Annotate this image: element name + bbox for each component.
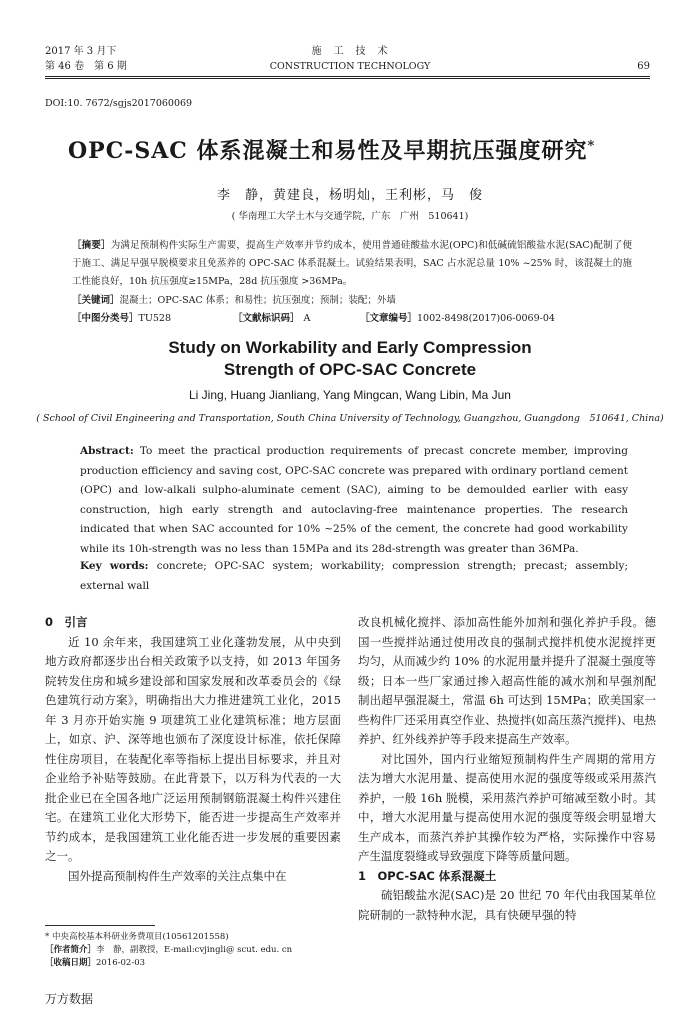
article-number	[360, 310, 555, 328]
abstract-cn-label: ［摘要］	[72, 240, 111, 251]
received-date: 2016-02-03	[96, 958, 146, 968]
header-journal-en: CONSTRUCTION TECHNOLOGY	[269, 61, 431, 72]
doc-value: A	[303, 313, 311, 324]
title-en-line2: Strength of OPC-SAC Concrete	[223, 360, 477, 379]
footnote-fund: * 中央高校基本科研业务费项目(10561201558)	[45, 932, 229, 942]
footnote-bio	[45, 944, 292, 957]
keywords-en-text: concrete; OPC-SAC system; workability; compression strength; precast; assembly; external wall	[80, 560, 628, 592]
footnote-received	[45, 957, 145, 970]
abstract-en: Abstract: To meet the practical production requirements of precast concrete member, improving production efficiency and saving cost, OPC-SAC concrete was prepared with ordinary portland cement (OPC) and low-alkali sulpho-aluminate cement (SAC), aiming to be demoulded earlier with easy construction, high early strength and autoclaving-free maintenance properties. The research indicated that when SAC accounted for 10% ~25% of the cement, the concrete had good workability while its 10h-strength was no less than 15MPa and its 28d-strength was greater than 36MPa.	[80, 445, 628, 555]
keywords-cn-text: 混凝土；OPC-SAC 体系；和易性；抗压强度；预制；装配；外墙	[119, 295, 396, 306]
clc-label: ［中图分类号］	[72, 313, 139, 324]
header-rule	[45, 76, 650, 77]
right-para-1: 改良机械化搅拌、添加高性能外加剂和强化养护手段。德国一些搅拌站通过使用改良的强制式搅拌机使水泥搅拌更均匀，从而减少约 10% 的水泥用量并提升了混凝土强度等级；日本一些厂家通过掺入超高性能的减水剂和早强剂配制出超早强混凝土，常温 6h 可达到 15MPa；欧美国家一些构件厂还采用真空作业、热搅拌(如高压蒸汽搅拌)、电热养护、红外线养护等手段来提高生产效率。	[358, 615, 656, 746]
title-cn: OPC-SAC 体系混凝土和易性及早期抗压强度研究	[68, 138, 588, 164]
authors-cn: 李 静，黄建良，杨明灿，王利彬，马 俊	[216, 188, 483, 203]
keywords-cn-label: ［关键词］	[72, 295, 120, 306]
header-page-number: 69	[637, 61, 650, 72]
keywords-cn	[72, 292, 632, 310]
title-footnote-mark: *	[587, 138, 596, 154]
affiliation-en: ( School of Civil Engineering and Transportation, South China University of Technology, Guangzhou, Guangdong 510641, China)	[36, 413, 664, 424]
section-0-title: 0 引言	[45, 615, 88, 629]
abstract-cn	[72, 237, 632, 291]
right-para-3: 硫铝酸盐水泥(SAC)是 20 世纪 70 年代由我国某单位院研制的一款特种水泥，具有快硬早强的特	[358, 888, 656, 922]
doi: DOI:10. 7672/sgjs2017060069	[45, 98, 193, 109]
article-value: 1002-8498(2017)06-0069-04	[417, 313, 555, 324]
authors-en: Li Jing, Huang Jianliang, Yang Mingcan, Wang Libin, Ma Jun	[189, 388, 511, 402]
title-en-line1: Study on Workability and Early Compression	[168, 338, 532, 357]
clc-value: TU528	[138, 313, 171, 324]
keywords-en: Key words: concrete; OPC-SAC system; workability; compression strength; precast; assembly; external wall	[80, 560, 628, 592]
article-label: ［文章编号］	[360, 313, 418, 324]
section-1-title: 1 OPC-SAC 体系混凝土	[358, 868, 497, 883]
affiliation-cn: ( 华南理工大学土木与交通学院，广东 广州 510641)	[231, 211, 469, 222]
header-date: 2017 年 3 月下	[45, 46, 117, 57]
doc-code	[233, 310, 310, 328]
doc-label: ［文献标识码］	[233, 313, 300, 324]
header-rule-thin	[45, 78, 650, 79]
watermark: 万方数据	[45, 992, 94, 1006]
title-cn-row	[68, 134, 595, 165]
abstract-en-label: Abstract	[80, 445, 130, 457]
bio-text: 李 静，副教授，E-mail:cvjingli@ scut. edu. cn	[96, 945, 293, 955]
header-volume-issue: 第 46 卷 第 6 期	[45, 61, 127, 72]
footnote-rule	[45, 925, 155, 926]
left-para-1: 近 10 余年来，我国建筑工业化蓬勃发展，从中央到地方政府都逐步出台相关政策予以支持，如 2013 年国务院转发住房和城乡建设部和国家发展和改革委员会的《绿色建筑行动方案》，明确指出大力推进建筑工业化，2015 年 3 月亦开始实施 9 项建筑工业化建筑标准；地方层面上，如京、沪、深等地也颁布了深度设计标准，依托保障性住房项目，在装配化率等指标上提出目标要求，并且对企业给予补贴等鼓励。在此背景下，以万科为代表的一大批企业已在全国各地广泛运用预制钢筋混凝土构件兴建住宅。在建筑工业化大形势下，能否进一步提高生产效率并节约成本，是我国建筑工业化能否进一步发展的重要因素之一。	[45, 634, 341, 863]
abstract-cn-text: 为满足预制构件实际生产需要，提高生产效率并节约成本，使用普通硅酸盐水泥(OPC)和低碱硫铝酸盐水泥(SAC)配制了便于施工、满足早强早脱模要求且免蒸养的 OPC-SAC 体系混凝土。试验结果表明，SAC 占水泥总量 10% ~25% 时，该混凝土的施工性能良好，10h 抗压强度≥15MPa，28d 抗压强度 >36MPa。	[72, 240, 632, 287]
right-para-2: 对比国外，国内行业缩短预制构件生产周期的常用方法为增大水泥用量、提高使用水泥的强度等级或采用蒸汽养护，一般 16h 脱模，采用蒸汽养护可缩减至数小时。其中，增大水泥用量与提高使用水泥的强度等级会明显增大生产成本，而蒸汽养护其操作较为严格，实际操作中容易产生温度裂缝或导致强度下降等质量问题。	[358, 751, 656, 863]
left-column	[45, 613, 341, 886]
bio-label: ［作者简介］	[45, 945, 97, 955]
keywords-en-label: Key words	[80, 560, 145, 572]
right-column	[358, 613, 656, 925]
header-journal-cn: 施 工 技 术	[311, 46, 389, 57]
abstract-en-text: To meet the practical production requirements of precast concrete member, improving production efficiency and saving cost, OPC-SAC concrete was prepared with ordinary portland cement (OPC) and low-alkali sulpho-aluminate cement (SAC), aiming to be demoulded earlier with easy construction, high early strength and autoclaving-free maintenance properties. The research indicated that when SAC accounted for 10% ~25% of the cement, the concrete had good workability while its 10h-strength was no less than 15MPa and its 28d-strength was greater than 36MPa.	[80, 445, 628, 555]
received-label: ［收稿日期］	[45, 958, 97, 968]
left-para-2: 国外提高预制构件生产效率的关注点集中在	[68, 868, 287, 883]
